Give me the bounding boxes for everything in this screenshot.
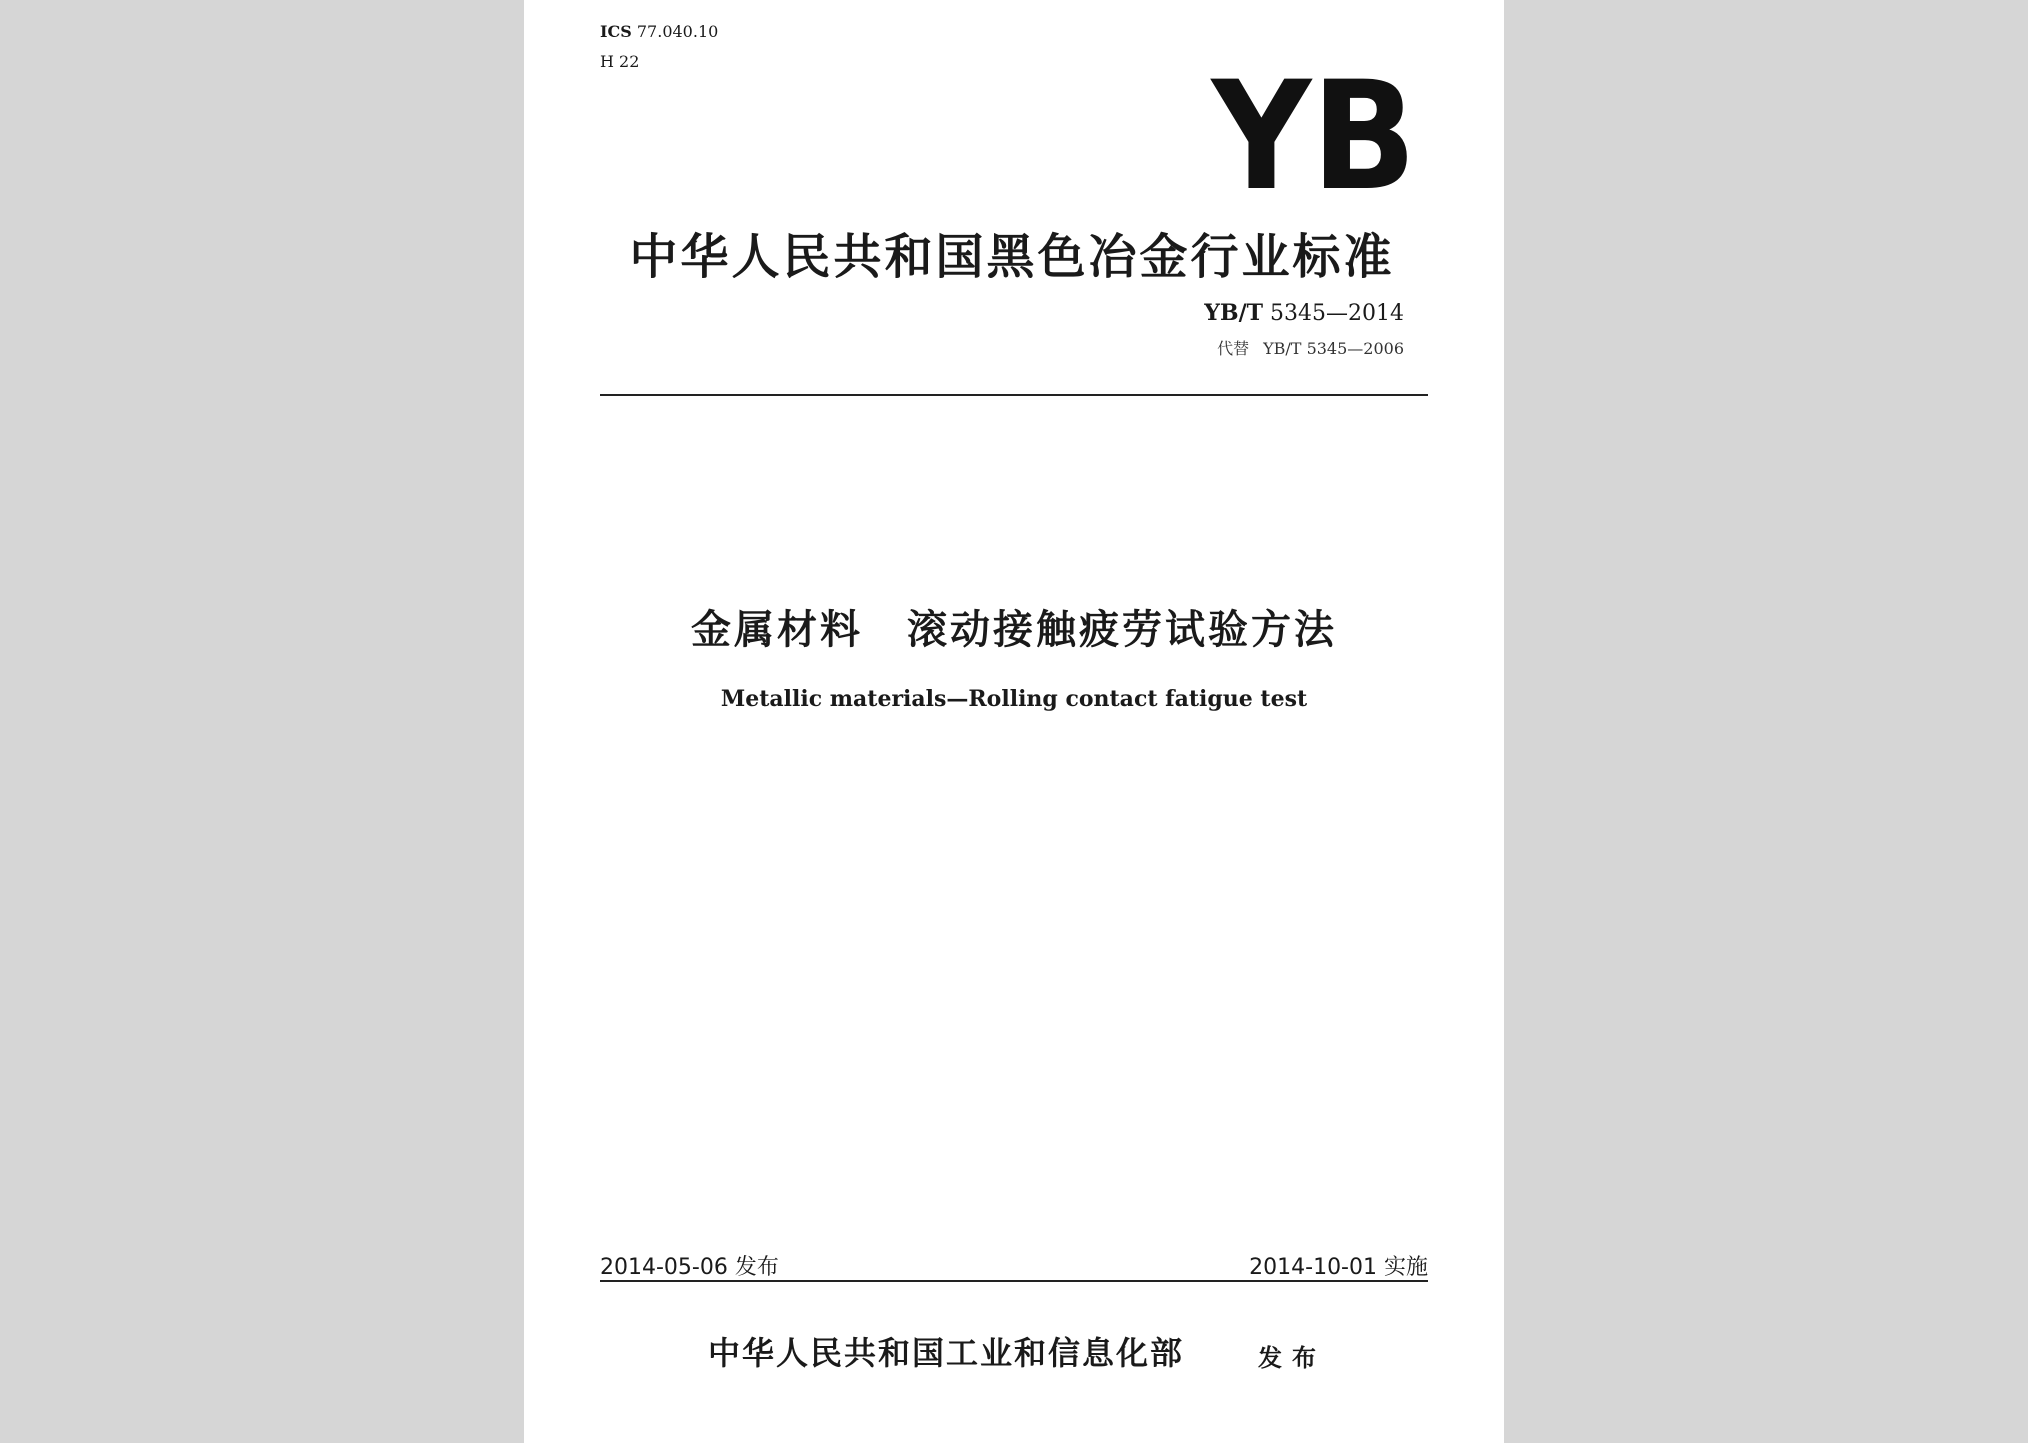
replaces-standard: 代替 YB/T 5345—2006 [1217, 339, 1404, 358]
publisher: 中华人民共和国工业和信息化部 [708, 1334, 1185, 1372]
title-chinese: 金属材料 滚动接触疲劳试验方法 [691, 607, 1337, 653]
ccs-code: H 22 [600, 52, 640, 71]
title-english: Metallic materials—Rolling contact fatigue test [720, 686, 1308, 712]
top-divider [600, 394, 1428, 396]
issuing-body-title: 中华人民共和国黑色冶金行业标准 [629, 229, 1395, 285]
yb-logo-text: YB [1209, 60, 1417, 200]
implementation-date: 2014-10-01 实施 [1249, 1255, 1428, 1280]
standard-number: YB/T 5345—2014 [1204, 300, 1404, 326]
ics-code: ICS 77.040.10 [600, 22, 719, 41]
publish-label: 发布 [1258, 1343, 1326, 1372]
yb-logo [1204, 60, 1424, 200]
bottom-divider [600, 1280, 1428, 1282]
document-page [524, 0, 1504, 1443]
issue-date: 2014-05-06 发布 [600, 1255, 779, 1280]
